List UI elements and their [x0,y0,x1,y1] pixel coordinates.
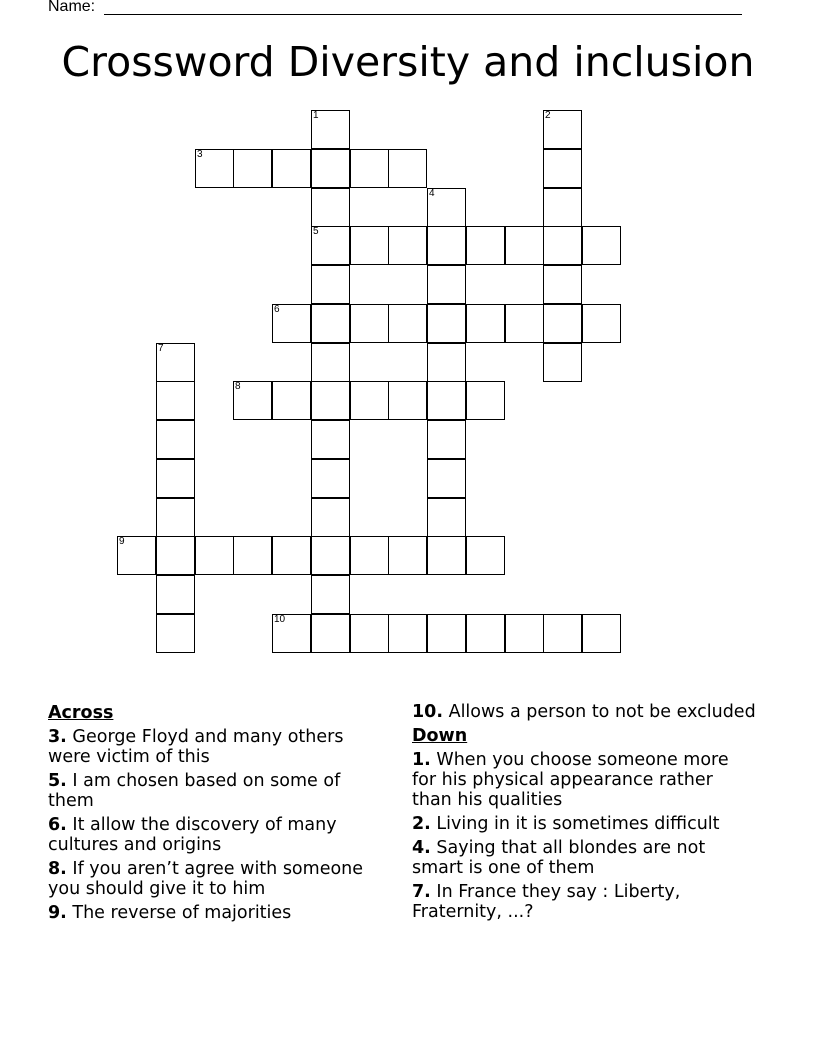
grid-cell[interactable] [350,536,389,575]
clue-text: Saying that all blondes are not smart is one of them [412,838,706,878]
grid-cell[interactable] [582,226,621,265]
clue-text: George Floyd and many others were victim of this [48,727,344,767]
grid-cell[interactable] [543,304,582,343]
grid-cell[interactable] [427,498,466,537]
clue-text: If you aren’t agree with someone you should give it to him [48,859,364,899]
clue-number: 3. [48,727,67,747]
clue-number-label: 3 [197,149,203,160]
clue-number-label: 9 [119,536,125,547]
clue-text: Living in it is sometimes difficult [436,814,720,834]
down-clue-7 [412,882,757,922]
grid-cell[interactable] [427,459,466,498]
grid-cell[interactable] [466,381,505,420]
grid-cell[interactable] [233,536,272,575]
grid-cell[interactable] [311,110,350,149]
grid-cell[interactable] [582,614,621,653]
clue-text: Allows a person to not be excluded [448,702,756,722]
grid-cell[interactable] [311,498,350,537]
grid-cell[interactable] [427,226,466,265]
grid-cell[interactable] [311,304,350,343]
clue-number-label: 10 [274,614,286,625]
grid-cell[interactable] [156,343,195,382]
clue-number: 10. [412,702,444,722]
page-title: Crossword Diversity and inclusion [61,38,755,86]
grid-cell[interactable] [311,226,350,265]
grid-cell[interactable] [427,381,466,420]
grid-cell[interactable] [311,536,350,575]
grid-cell[interactable] [427,536,466,575]
grid-cell[interactable] [427,420,466,459]
grid-cell[interactable] [311,343,350,382]
grid-cell[interactable] [311,614,350,653]
grid-cell[interactable] [466,226,505,265]
grid-cell[interactable] [350,381,389,420]
across-clue-5 [48,771,388,811]
grid-cell[interactable] [388,149,427,188]
grid-cell[interactable] [272,614,311,653]
grid-cell[interactable] [195,149,234,188]
grid-cell[interactable] [388,614,427,653]
grid-cell[interactable] [156,381,195,420]
grid-cell[interactable] [350,304,389,343]
grid-cell[interactable] [311,149,350,188]
clue-text: In France they say : Liberty, Fraternity, ...? [412,882,681,922]
clue-number-label: 7 [158,343,164,354]
grid-cell[interactable] [117,536,156,575]
grid-cell[interactable] [156,498,195,537]
grid-cell[interactable] [543,614,582,653]
grid-cell[interactable] [505,226,544,265]
grid-cell[interactable] [272,304,311,343]
clue-text: The reverse of majorities [72,903,292,923]
clue-number: 9. [48,903,67,923]
clues-right-column [412,702,757,926]
grid-cell[interactable] [388,304,427,343]
grid-cell[interactable] [427,614,466,653]
clue-number-label: 8 [235,381,241,392]
clue-number: 5. [48,771,67,791]
across-clue-6 [48,815,388,855]
clue-number-label: 2 [545,110,551,121]
grid-cell[interactable] [582,304,621,343]
grid-cell[interactable] [543,149,582,188]
across-clue-3 [48,727,388,767]
grid-cell[interactable] [543,343,582,382]
down-clue-1 [412,750,757,810]
grid-cell[interactable] [466,536,505,575]
clue-text: It allow the discovery of many cultures and origins [48,815,337,855]
name-label: Name: [48,0,96,15]
clue-text: I am chosen based on some of them [48,771,341,811]
clue-number-label: 6 [274,304,280,315]
grid-cell[interactable] [311,575,350,614]
clue-number-label: 4 [429,188,435,199]
grid-cell[interactable] [311,381,350,420]
grid-cell[interactable] [350,226,389,265]
grid-cell[interactable] [505,614,544,653]
grid-cell[interactable] [543,226,582,265]
grid-cell[interactable] [156,536,195,575]
across-clue-9 [48,903,388,923]
clue-number: 7. [412,882,431,902]
grid-cell[interactable] [427,304,466,343]
grid-cell[interactable] [427,265,466,304]
grid-cell[interactable] [350,149,389,188]
clue-number: 4. [412,838,431,858]
grid-cell[interactable] [543,110,582,149]
grid-cell[interactable] [350,614,389,653]
grid-cell[interactable] [388,226,427,265]
grid-cell[interactable] [311,188,350,227]
grid-cell[interactable] [311,459,350,498]
down-heading: Down [412,726,468,746]
grid-cell[interactable] [156,420,195,459]
across-clue-8 [48,859,388,899]
grid-cell[interactable] [466,614,505,653]
grid-cell[interactable] [505,304,544,343]
grid-cell[interactable] [156,575,195,614]
clue-text: When you choose someone more for his physical appearance rather than his qualities [412,750,729,810]
grid-cell[interactable] [311,420,350,459]
clue-number: 2. [412,814,431,834]
grid-cell[interactable] [427,343,466,382]
grid-cell[interactable] [156,459,195,498]
across-heading: Across [48,703,114,723]
grid-cell[interactable] [388,536,427,575]
grid-cell[interactable] [233,381,272,420]
down-clue-4 [412,838,757,878]
clue-number: 1. [412,750,431,770]
grid-cell[interactable] [233,149,272,188]
grid-cell[interactable] [272,381,311,420]
grid-cell[interactable] [466,304,505,343]
down-clue-2 [412,814,757,834]
clue-number-label: 5 [313,226,319,237]
clue-number: 6. [48,815,67,835]
grid-cell[interactable] [543,188,582,227]
grid-cell[interactable] [156,614,195,653]
clue-number-label: 1 [313,110,319,121]
clue-number: 8. [48,859,67,879]
grid-cell[interactable] [388,381,427,420]
grid-cell[interactable] [272,536,311,575]
across-clue-10 [412,702,757,722]
grid-cell[interactable] [427,188,466,227]
grid-cell[interactable] [543,265,582,304]
grid-cell[interactable] [272,149,311,188]
grid-cell[interactable] [195,536,234,575]
grid-cell[interactable] [311,265,350,304]
clues-left-column [48,702,388,927]
